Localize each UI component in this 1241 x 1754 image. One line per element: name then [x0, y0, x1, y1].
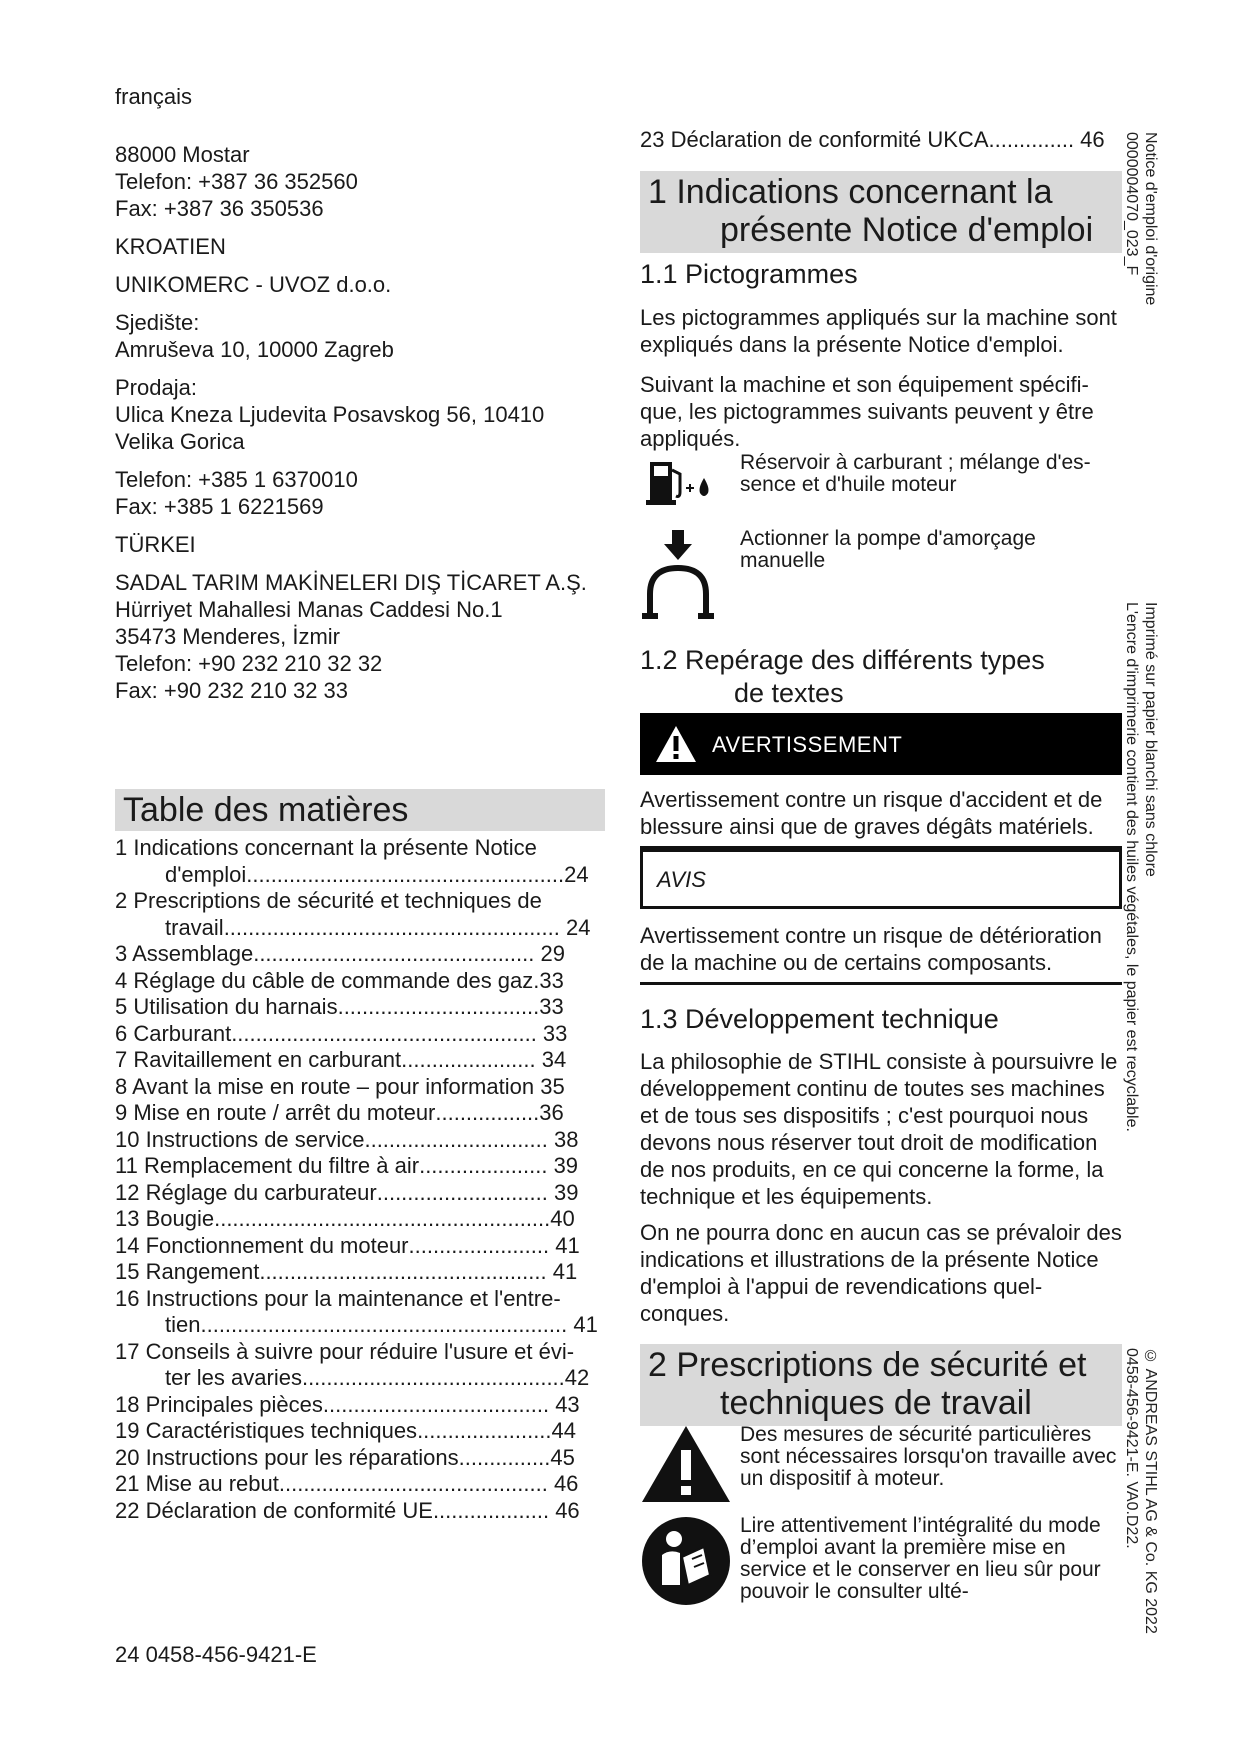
toc-entry-leader: ............................ [376, 1179, 554, 1205]
section-1-line-1: 1 Indications concernant la [648, 173, 1053, 211]
toc-entry-title: 18 Principales pièces [115, 1391, 323, 1417]
toc-entry-leader: ...................... [417, 1418, 552, 1443]
toc-entry-page: 24 [564, 861, 589, 887]
section-1-1-title: 1.1 Pictogrammes [640, 259, 858, 289]
toc-entry-title-cont: tien [165, 1312, 201, 1337]
read-manual-text: Lire attentivement l’intégralité du mode d’emploi avant la première mise en service et le conserver en lieu sûr pour pouvoir le consulter ulté- [740, 1514, 1101, 1603]
toc-entry [115, 1127, 605, 1154]
pictogram-primer-row [640, 528, 1122, 630]
toc-entry [115, 1206, 605, 1233]
toc-entry [115, 835, 605, 888]
croatia-seat-address: Amruševa 10, 10000 Zagreb [115, 337, 394, 362]
toc-entry-page: 36 [539, 1100, 564, 1125]
toc-entry [115, 888, 605, 941]
toc-entry-title: 7 Ravitaillement en carburant [115, 1047, 402, 1072]
toc-entry [115, 941, 605, 968]
pictogram-fuel-text: Réservoir à carburant ; mélange d'es-sence et d'huile moteur [740, 451, 1091, 496]
toc-entry-leader: .................................................. [231, 1020, 543, 1046]
side-note-copyright [1122, 1348, 1160, 1634]
toc-entry-page: 39 [554, 1179, 579, 1205]
toc-entry-title: 5 Utilisation du harnais [115, 994, 338, 1019]
toc-entry [115, 1074, 605, 1101]
toc-entry-page: 40 [550, 1206, 575, 1231]
toc-entry-page: 42 [564, 1365, 590, 1390]
turkey-fax: Fax: +90 232 210 32 33 [115, 678, 349, 703]
toc-entry-title: 16 Instructions pour la maintenance et l'entre- [115, 1285, 561, 1311]
section-2-line-2: techniques de travail [720, 1384, 1032, 1422]
section-2-heading [640, 1344, 1122, 1426]
toc-entry [115, 1339, 605, 1392]
mostar-fax: Fax: +387 36 350536 [115, 196, 324, 221]
section-1-1-paragraph-2: Suivant la machine et son équipement spécifi-que, les pictogrammes suivants peuvent y être appliqués. [640, 372, 1094, 451]
section-1-2-line-1: 1.2 Repérage des différents types [640, 645, 1045, 675]
notice-description: Avertissement contre un risque de détérioration de la machine ou de certains composants. [640, 922, 1122, 985]
toc-entry [115, 1286, 605, 1339]
toc-entry [115, 1259, 605, 1286]
toc-entry-leader: ..................................... [322, 1391, 556, 1417]
toc-entry-page: 46 [555, 1497, 580, 1523]
turkey-address-1: Hürriyet Mahallesi Manas Caddesi No.1 [115, 597, 503, 622]
section-1-2-title [640, 644, 1080, 710]
section-1-3-paragraph-2: On ne pourra donc en aucun cas se prévaloir des indications et illustrations de la présente Notice d'emploi à l'appui de revendications quel-conques. [640, 1220, 1122, 1326]
toc-entry-leader: .............................................. [253, 941, 541, 966]
section-1-heading [640, 171, 1122, 253]
toc-entry-leader: ............................................... [259, 1259, 553, 1284]
toc-entry-title: 2 Prescriptions de sécurité et techniques de [115, 888, 542, 913]
toc-entry [115, 968, 605, 995]
croatia-contact [115, 466, 605, 520]
toc-entry-page: 24 [565, 914, 591, 940]
table-of-contents [115, 789, 605, 1524]
turkey-address-2: 35473 Menderes, İzmir [115, 624, 340, 649]
notice-label: AVIS [657, 866, 706, 892]
side-note-paper [1122, 602, 1160, 1132]
toc-entry-leader: ................................. [337, 994, 540, 1019]
toc-continued: 23 Déclaration de conformité UKCA.............. 46 [640, 127, 1105, 152]
toc-entry-title: 8 Avant la mise en route – pour information [115, 1073, 535, 1099]
toc-entry-title: 14 Fonctionnement du moteur [115, 1232, 409, 1258]
toc-entry-leader: ....................................................... [223, 914, 566, 940]
language-label: français [115, 84, 193, 109]
section-1-2-line-2: de textes [734, 678, 844, 708]
toc-entry-title: 20 Instructions pour les réparations [115, 1444, 459, 1470]
toc-entry-title: 6 Carburant [115, 1020, 232, 1046]
fuel-pump-icon [640, 452, 740, 516]
toc-entry-title-cont: travail [165, 914, 224, 940]
toc-entry-leader: ...................... [401, 1047, 542, 1072]
toc-title: Table des matières [115, 789, 605, 831]
toc-entry-page: 44 [551, 1418, 577, 1443]
mostar-address [115, 141, 605, 222]
turkey-heading: TÜRKEI [115, 532, 196, 557]
caution-triangle-icon [640, 1424, 740, 1510]
toc-entry-title: 19 Caractéristiques techniques [115, 1418, 418, 1443]
toc-entry-title: 13 Bougie [115, 1206, 215, 1231]
toc-entry-title-cont: d'emploi [165, 861, 247, 887]
side-note-origin [1122, 132, 1160, 305]
warning-label: AVERTISSEMENT [712, 731, 903, 757]
toc-entry-page: 41 [573, 1312, 598, 1337]
toc-entry-title-cont: ter les avaries [165, 1365, 302, 1390]
address-list [115, 141, 605, 715]
toc-entry-page: 34 [541, 1047, 567, 1072]
toc-entry [115, 1233, 605, 1260]
toc-entry-leader: ............... [458, 1444, 551, 1470]
side-note-copyright-2: 0458-456-9421-E. VA0.D22. [1123, 1348, 1140, 1549]
mostar-phone: Telefon: +387 36 352560 [115, 169, 358, 194]
toc-entry-title: 21 Mise au rebut [115, 1471, 279, 1496]
safety-pictogram-row [640, 1424, 1122, 1510]
toc-entry-title: 9 Mise en route / arrêt du moteur [115, 1100, 436, 1125]
toc-entry-title: 17 Conseils à suivre pour réduire l'usure et évi- [115, 1338, 575, 1364]
pictogram-primer-text: Actionner la pompe d'amorçage manuelle [740, 527, 1036, 572]
croatia-seat-label: Sjedište: [115, 310, 200, 335]
toc-entry [115, 1047, 605, 1074]
toc-entry [115, 1392, 605, 1419]
toc-entry-page: 41 [552, 1259, 578, 1284]
toc-entry-leader: ..................... [419, 1153, 554, 1178]
toc-entry-page: 33 [539, 967, 564, 993]
toc-entry-title: 1 Indications concernant la présente Notice [115, 835, 537, 860]
safety-text: Des mesures de sécurité particulières sont nécessaires lorsqu'on travaille avec un dispositif à moteur. [740, 1423, 1117, 1490]
croatia-sales [115, 374, 605, 455]
toc-entry-leader: . [533, 967, 540, 993]
toc-entry-page: 33 [539, 994, 564, 1019]
toc-entry-leader: ....................................................... [214, 1206, 551, 1231]
toc-entry-leader: ............................................................ [200, 1312, 574, 1337]
toc-entry [115, 1445, 605, 1472]
toc-entry-leader: .................................................... [246, 861, 565, 887]
notice-box [640, 849, 1122, 909]
section-2-line-1: 2 Prescriptions de sécurité et [648, 1346, 1087, 1384]
toc-entry [115, 1498, 605, 1525]
toc-entry-leader: ............................................ [278, 1471, 554, 1496]
read-manual-row [640, 1515, 1122, 1613]
toc-entry-title: 3 Assemblage [115, 941, 254, 966]
side-note-copyright-1: © ANDREAS STIHL AG & Co. KG 2022 [1142, 1348, 1159, 1634]
primer-bulb-icon [640, 528, 740, 630]
section-1-1-paragraph-1: Les pictogrammes appliqués sur la machine sont expliqués dans la présente Notice d'emploi. [640, 305, 1117, 357]
side-note-origin-1: Notice d'emploi d'origine [1142, 132, 1159, 306]
croatia-phone: Telefon: +385 1 6370010 [115, 467, 358, 492]
section-1-3-paragraph-1: La philosophie de STIHL consiste à poursuivre le développement continu de toutes ses machines et de tous ses dispositifs ; c'est pourquoi nous devons nous réserver tout droit de modification de nos produits, en ce qui concerne la forme, la technique et les équipements. [640, 1049, 1118, 1209]
toc-entry [115, 1418, 605, 1445]
toc-entry-page: 45 [550, 1444, 575, 1470]
warning-description: Avertissement contre un risque d'accident et de blessure ainsi que de graves dégâts matériels. [640, 786, 1122, 849]
toc-entry [115, 1180, 605, 1207]
toc-entry-title: 10 Instructions de service [115, 1126, 365, 1152]
toc-entry [115, 1100, 605, 1127]
croatia-heading: KROATIEN [115, 234, 226, 259]
side-note-paper-1: Imprimé sur papier blanchi sans chlore [1142, 602, 1159, 877]
toc-entry-leader: ................... [432, 1497, 556, 1523]
toc-entry [115, 1021, 605, 1048]
turkey-address [115, 569, 605, 704]
side-note-paper-2: L'encre d'imprimerie contient des huiles végétales, le papier est recyclable. [1123, 602, 1140, 1132]
croatia-company: UNIKOMERC - UVOZ d.o.o. [115, 272, 392, 297]
croatia-fax: Fax: +385 1 6221569 [115, 494, 324, 519]
toc-entry-page: 35 [540, 1073, 565, 1099]
page-footer: 24 0458-456-9421-E [115, 1642, 317, 1667]
pictogram-fuel-row [640, 452, 1122, 516]
toc-entry-leader: .............................. [364, 1126, 554, 1152]
toc-entry [115, 1153, 605, 1180]
croatia-seat [115, 309, 605, 363]
toc-entry-leader: ........................................... [301, 1365, 565, 1390]
toc-entry-page: 46 [553, 1471, 579, 1496]
section-1-line-2: présente Notice d'emploi [720, 211, 1094, 249]
croatia-sales-label: Prodaja: [115, 375, 197, 400]
toc-entry-page: 29 [540, 941, 565, 966]
toc-entry-title: 11 Remplacement du filtre à air [115, 1153, 420, 1178]
warning-banner [640, 713, 1122, 775]
side-note-origin-2: 0000004070_023_F [1123, 132, 1140, 276]
toc-entry-leader: ................. [435, 1100, 540, 1125]
toc-entry-title: 22 Déclaration de conformité UE [115, 1497, 433, 1523]
toc-entry-page: 41 [555, 1232, 580, 1258]
section-1-3-title: 1.3 Développement technique [640, 1004, 999, 1034]
mostar-city: 88000 Mostar [115, 142, 250, 167]
turkey-phone: Telefon: +90 232 210 32 32 [115, 651, 383, 676]
toc-entry-page: 38 [553, 1126, 579, 1152]
toc-entry-page: 43 [555, 1391, 580, 1417]
toc-entry-page: 39 [553, 1153, 579, 1178]
toc-entry-title: 12 Réglage du carburateur [115, 1179, 377, 1205]
croatia-sales-address-1: Ulica Kneza Ljudevita Posavskog 56, 10410 [115, 402, 545, 427]
warning-triangle-icon [654, 724, 698, 764]
toc-entry-title: 4 Réglage du câble de commande des gaz [115, 967, 534, 993]
toc-entry-title: 15 Rangement [115, 1259, 260, 1284]
read-manual-icon [640, 1515, 740, 1613]
turkey-company: SADAL TARIM MAKİNELERI DIŞ TİCARET A.Ş. [115, 570, 587, 595]
toc-entry [115, 994, 605, 1021]
toc-entry [115, 1471, 605, 1498]
toc-entry-page: 33 [542, 1020, 568, 1046]
toc-list [115, 835, 605, 1524]
croatia-sales-address-2: Velika Gorica [115, 429, 245, 454]
toc-entry-leader: ....................... [408, 1232, 556, 1258]
